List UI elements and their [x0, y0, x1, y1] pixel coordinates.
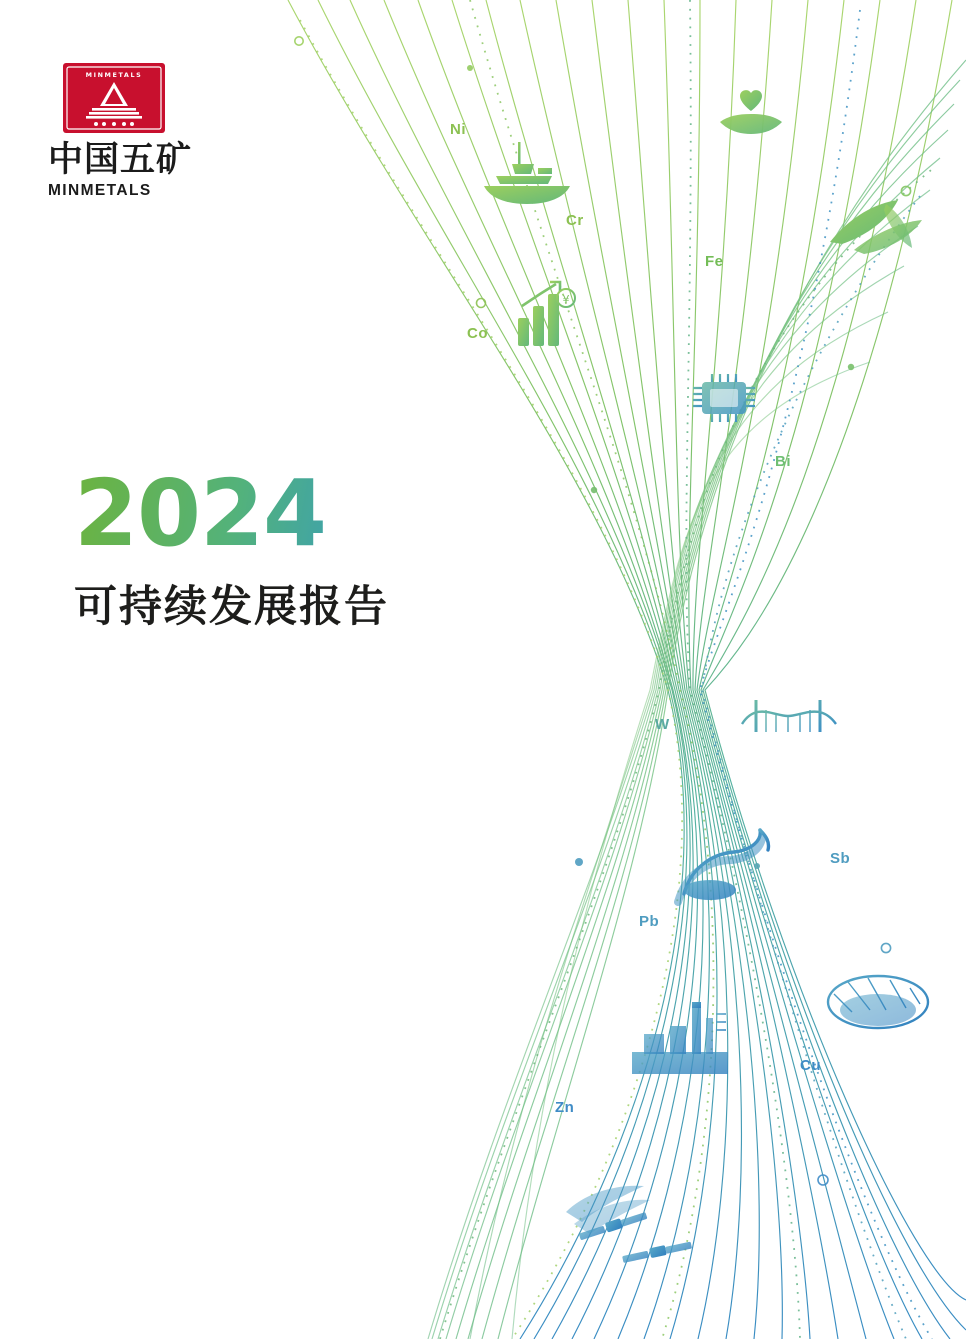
element-symbol-bi: Bi	[775, 453, 791, 470]
company-name-en: MINMETALS	[48, 181, 152, 199]
element-symbol-fe: Fe	[705, 253, 724, 270]
cover-title-block	[74, 460, 504, 634]
company-logo	[48, 62, 258, 200]
element-symbol-w: W	[655, 716, 670, 733]
element-symbol-zn: Zn	[555, 1099, 575, 1116]
element-symbol-sb: Sb	[830, 850, 851, 867]
element-symbol-pb: Pb	[639, 913, 660, 930]
element-symbol-cu: Cu	[800, 1057, 821, 1074]
report-year: 2024	[74, 470, 504, 557]
minmetals-shield-logo	[62, 62, 166, 134]
page-title: 可持续发展报告	[74, 584, 389, 632]
svg-text:¥: ¥	[562, 293, 570, 306]
element-symbol-cr: Cr	[566, 212, 584, 229]
element-symbol-co: Co	[467, 325, 488, 342]
svg-text:MINMETALS: MINMETALS	[85, 71, 143, 79]
element-symbol-ni: Ni	[450, 121, 466, 138]
company-name-cn: 中国五矿	[48, 140, 193, 179]
